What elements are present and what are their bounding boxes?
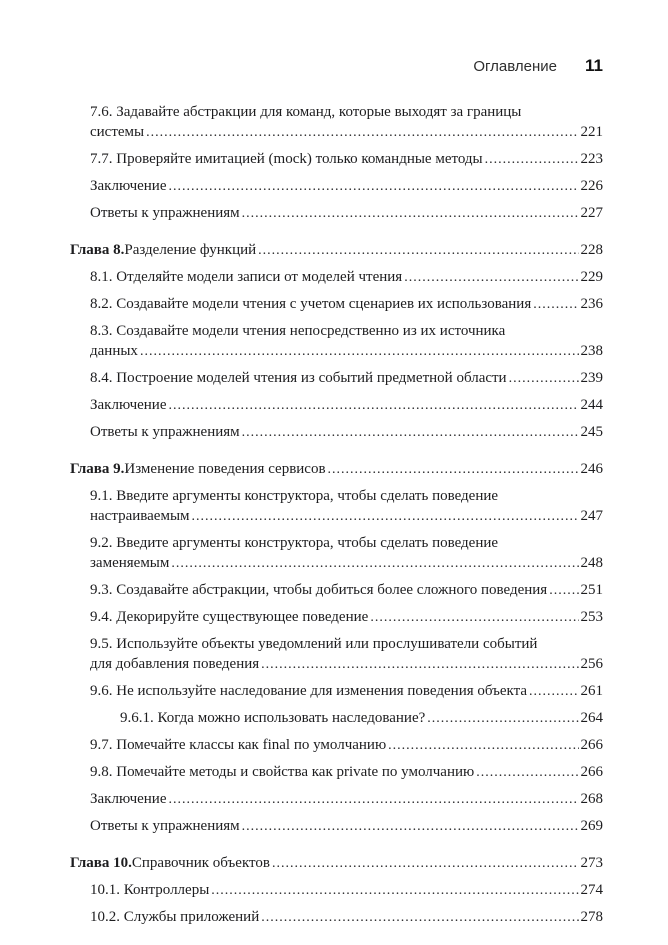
toc-line <box>90 341 603 362</box>
dot-leader <box>549 580 578 601</box>
dot-leader <box>169 789 579 810</box>
entry-page-number: 269 <box>580 818 603 834</box>
entry-page-number: 229 <box>580 269 603 285</box>
toc-chapter-row <box>70 853 603 874</box>
entry-page-number: 247 <box>580 508 603 524</box>
entry-page-number: 228 <box>580 242 603 258</box>
entry-page-number: 274 <box>580 882 603 898</box>
entry-text: Ответы к упражнениям <box>90 818 240 834</box>
entry-text: 9.1. Введите аргументы конструктора, чтобы сделать поведение <box>90 488 499 504</box>
toc-entry-row <box>70 149 603 170</box>
entry-text: 8.3. Создавайте модели чтения непосредственно из их источника <box>90 323 506 339</box>
header-page-number: 11 <box>585 56 603 75</box>
toc-entry-row <box>70 176 603 197</box>
toc-line <box>90 149 603 170</box>
toc-line <box>90 422 603 443</box>
toc-entry-row <box>70 267 603 288</box>
entry-page-number: 266 <box>580 764 603 780</box>
dot-leader <box>328 459 579 480</box>
dot-leader <box>242 422 579 443</box>
toc-entry-row <box>70 203 603 224</box>
toc-line-wrap <box>90 102 603 122</box>
entry-text: 10.1. Контроллеры <box>90 882 210 898</box>
entry-text: Разделение функций <box>124 242 257 258</box>
entry-text: 10.2. Службы приложений <box>90 909 260 925</box>
toc-entry-row <box>70 607 603 628</box>
toc-group <box>70 102 603 224</box>
toc-line <box>70 240 603 261</box>
toc-line <box>90 553 603 574</box>
dot-leader <box>509 368 579 389</box>
toc-line <box>90 907 603 928</box>
dot-leader <box>169 176 579 197</box>
dot-leader <box>476 762 578 783</box>
entry-continuation-text: настраиваемым <box>90 508 190 524</box>
toc-line <box>90 816 603 837</box>
entry-continuation-text: для добавления поведения <box>90 656 260 672</box>
toc-line-wrap <box>90 321 603 341</box>
entry-page-number: 268 <box>580 791 603 807</box>
toc-entry-row <box>70 880 603 901</box>
entry-text: 7.6. Задавайте абстракции для команд, которые выходят за границы <box>90 104 522 120</box>
toc-line <box>70 853 603 874</box>
entry-page-number: 226 <box>580 178 603 194</box>
dot-leader <box>258 240 578 261</box>
toc-entry-row <box>70 907 603 928</box>
toc-line <box>90 122 603 143</box>
dot-leader <box>211 880 578 901</box>
dot-leader <box>140 341 579 362</box>
entry-page-number: 253 <box>580 609 603 625</box>
toc-entry-row <box>70 580 603 601</box>
toc-line <box>90 735 603 756</box>
dot-leader <box>192 506 579 527</box>
entry-text: 9.7. Помечайте классы как final по умолчанию <box>90 737 387 753</box>
toc-entry-row <box>70 681 603 702</box>
dot-leader <box>272 853 579 874</box>
toc-line <box>90 789 603 810</box>
chapter-label: Глава 10. <box>70 855 132 871</box>
entry-text: 9.8. Помечайте методы и свойства как private по умолчанию <box>90 764 475 780</box>
entry-text: Ответы к упражнениям <box>90 205 240 221</box>
entry-page-number: 278 <box>580 909 603 925</box>
toc-line <box>90 395 603 416</box>
dot-leader <box>529 681 578 702</box>
dot-leader <box>169 395 579 416</box>
table-of-contents <box>70 102 603 928</box>
toc-line-wrap <box>90 486 603 506</box>
toc-line <box>90 880 603 901</box>
entry-page-number: 245 <box>580 424 603 440</box>
toc-entry-row <box>70 789 603 810</box>
entry-text: 9.3. Создавайте абстракции, чтобы добиться более сложного поведения <box>90 582 548 598</box>
dot-leader <box>485 149 579 170</box>
entry-page-number: 261 <box>580 683 603 699</box>
entry-page-number: 227 <box>580 205 603 221</box>
entry-text: 8.4. Построение моделей чтения из событий предметной области <box>90 370 507 386</box>
entry-text: 8.1. Отделяйте модели записи от моделей чтения <box>90 269 403 285</box>
dot-leader <box>261 654 578 675</box>
toc-line <box>90 368 603 389</box>
entry-text: 9.5. Используйте объекты уведомлений или прослушиватели событий <box>90 636 538 652</box>
toc-line <box>90 176 603 197</box>
toc-line <box>90 681 603 702</box>
entry-page-number: 256 <box>580 656 603 672</box>
toc-line <box>70 459 603 480</box>
toc-line <box>90 580 603 601</box>
toc-entry-row <box>70 735 603 756</box>
entry-page-number: 239 <box>580 370 603 386</box>
toc-line <box>90 294 603 315</box>
toc-line <box>120 708 603 729</box>
toc-line <box>90 506 603 527</box>
dot-leader <box>533 294 578 315</box>
toc-entry-row <box>70 422 603 443</box>
entry-text: Изменение поведения сервисов <box>124 461 326 477</box>
dot-leader <box>370 607 578 628</box>
entry-page-number: 264 <box>580 710 603 726</box>
entry-text: 8.2. Создавайте модели чтения с учетом сценариев их использования <box>90 296 532 312</box>
page-header <box>70 56 603 76</box>
toc-entry-row <box>70 634 603 675</box>
entry-text: Справочник объектов <box>131 855 270 871</box>
toc-entry-row <box>70 321 603 362</box>
dot-leader <box>146 122 578 143</box>
toc-line <box>90 607 603 628</box>
toc-group <box>70 853 603 928</box>
entry-continuation-text: заменяемым <box>90 555 170 571</box>
toc-entry-row <box>70 395 603 416</box>
toc-line <box>90 762 603 783</box>
dot-leader <box>404 267 578 288</box>
entry-page-number: 251 <box>580 582 603 598</box>
entry-continuation-text: данных <box>90 343 138 359</box>
toc-chapter-row <box>70 240 603 261</box>
page-content <box>70 56 603 934</box>
entry-text: 9.2. Введите аргументы конструктора, чтобы сделать поведение <box>90 535 499 551</box>
toc-line-wrap <box>90 533 603 553</box>
entry-page-number: 221 <box>580 124 603 140</box>
entry-text: 9.6. Не используйте наследование для изменения поведения объекта <box>90 683 528 699</box>
dot-leader <box>242 203 579 224</box>
entry-continuation-text: системы <box>90 124 145 140</box>
entry-page-number: 244 <box>580 397 603 413</box>
entry-page-number: 238 <box>580 343 603 359</box>
toc-group <box>70 459 603 837</box>
toc-entry-row <box>70 486 603 527</box>
entry-text: Заключение <box>90 791 167 807</box>
toc-chapter-row <box>70 459 603 480</box>
toc-line <box>90 267 603 288</box>
dot-leader <box>242 816 579 837</box>
toc-entry-row <box>70 102 603 143</box>
toc-entry-row <box>70 368 603 389</box>
entry-page-number: 273 <box>580 855 603 871</box>
dot-leader <box>427 708 578 729</box>
entry-page-number: 236 <box>580 296 603 312</box>
toc-entry-row <box>70 708 603 729</box>
entry-text: Ответы к упражнениям <box>90 424 240 440</box>
dot-leader <box>388 735 578 756</box>
entry-text: Заключение <box>90 397 167 413</box>
dot-leader <box>261 907 578 928</box>
entry-page-number: 246 <box>580 461 603 477</box>
entry-text: 7.7. Проверяйте имитацией (mock) только командные методы <box>90 151 483 167</box>
toc-line <box>90 203 603 224</box>
entry-page-number: 248 <box>580 555 603 571</box>
toc-entry-row <box>70 294 603 315</box>
running-title: Оглавление <box>473 58 558 75</box>
chapter-label: Глава 8. <box>70 242 125 258</box>
chapter-label: Глава 9. <box>70 461 125 477</box>
entry-text: 9.6.1. Когда можно использовать наследование? <box>120 710 426 726</box>
entry-text: 9.4. Декорируйте существующее поведение <box>90 609 369 625</box>
entry-text: Заключение <box>90 178 167 194</box>
toc-line-wrap <box>90 634 603 654</box>
entry-page-number: 223 <box>580 151 603 167</box>
entry-page-number: 266 <box>580 737 603 753</box>
toc-entry-row <box>70 762 603 783</box>
dot-leader <box>171 553 578 574</box>
toc-group <box>70 240 603 443</box>
toc-line <box>90 654 603 675</box>
toc-entry-row <box>70 816 603 837</box>
toc-entry-row <box>70 533 603 574</box>
